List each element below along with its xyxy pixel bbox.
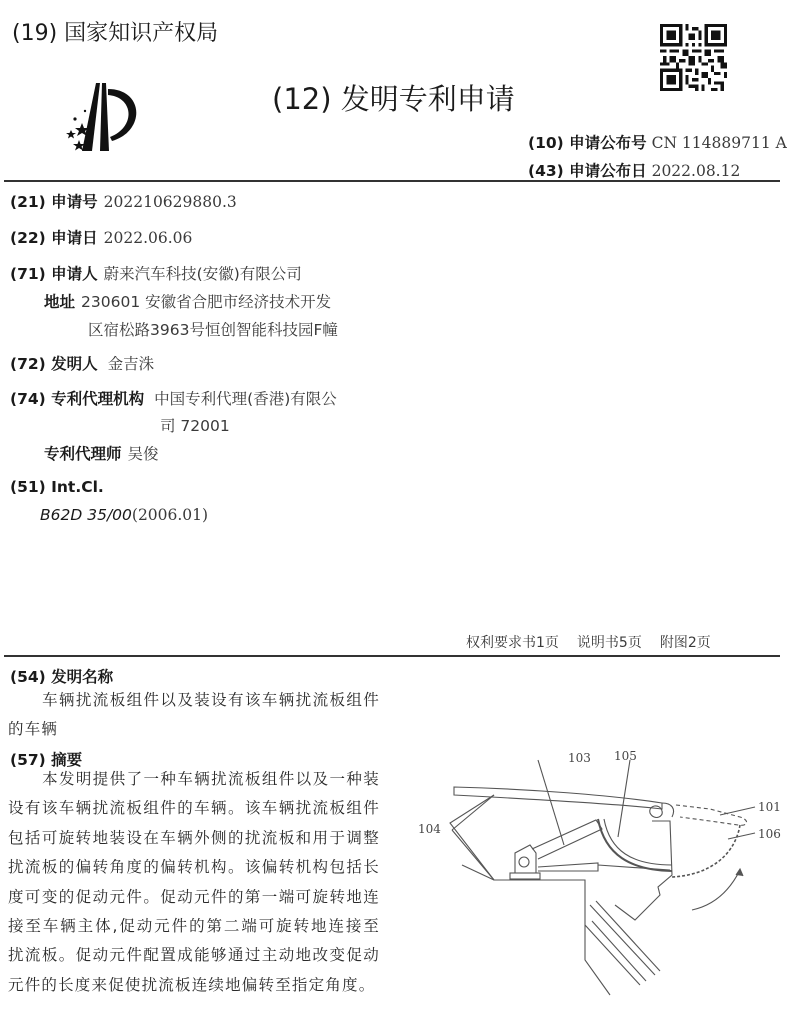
publication-number: CN 114889711 A: [651, 134, 787, 152]
inventor-row: [10, 352, 154, 374]
application-date: 2022.06.06: [103, 229, 193, 247]
drawings-pages: 附图2页: [659, 635, 711, 651]
abstract-text: 本发明提供了一种车辆扰流板组件以及一种装设有该车辆扰流板组件的车辆。该车辆扰流板组件包括可旋转地装设在车辆外侧的扰流板和用于调整扰流板的偏转角度的偏转机构。该偏转机构包括长度可变的促动元件。促动元件的第一端可旋转地连接至车辆主体,促动元件的第二端可旋转地连接至扰流板。促动元件配置成能够通过主动地改变促动元件的长度来促使扰流板连续地偏转至指定角度。: [8, 770, 380, 994]
int-cl-code-row: [40, 506, 208, 524]
application-date-label: (22) 申请日: [10, 229, 98, 247]
cnipa-logo-icon: [52, 75, 152, 155]
publication-number-row: [528, 131, 787, 153]
svg-text:101: 101: [758, 800, 781, 814]
svg-text:105: 105: [614, 749, 637, 763]
agency-line-2-row: [160, 414, 230, 436]
agent: 吴俊: [127, 445, 159, 463]
int-cl-label: (51) Int.Cl.: [10, 478, 104, 496]
agent-label: 专利代理师: [44, 445, 122, 463]
publication-date-label: (43) 申请公布日: [528, 162, 647, 180]
svg-text:106: 106: [758, 827, 781, 841]
address-line-2-row: [88, 318, 338, 340]
address-label: 地址: [44, 293, 76, 311]
patent-office-name: (19) 国家知识产权局: [12, 21, 219, 46]
applicant: 蔚来汽车科技(安徽)有限公司: [103, 265, 302, 283]
header-divider: [4, 180, 780, 182]
inventor: 金吉洙: [107, 355, 155, 373]
document-type-title: (12) 发明专利申请: [272, 82, 515, 116]
address-line-2: 区宿松路3963号恒创智能科技园F幢: [88, 321, 338, 339]
publication-date: 2022.08.12: [651, 162, 741, 180]
agency-row: [10, 387, 337, 409]
application-number: 202210629880.3: [103, 193, 237, 211]
agency-label: (74) 专利代理机构: [10, 390, 145, 408]
claims-pages: 权利要求书1页: [466, 635, 559, 651]
address-row: [44, 290, 331, 312]
application-number-row: [10, 190, 237, 212]
int-cl-version: (2006.01): [131, 506, 209, 524]
invention-title: 车辆扰流板组件以及装设有该车辆扰流板组件的车辆: [8, 691, 380, 739]
application-number-label: (21) 申请号: [10, 193, 98, 211]
svg-text:103: 103: [568, 751, 591, 765]
agent-row: [44, 442, 159, 464]
application-date-row: [10, 226, 192, 248]
agency-line-2: 司 72001: [160, 417, 230, 435]
publication-number-label: (10) 申请公布号: [528, 134, 647, 152]
address-line-1: 230601 安徽省合肥市经济技术开发: [81, 293, 332, 311]
page-counts: [466, 632, 711, 652]
int-cl-code: B62D 35/00: [40, 506, 132, 524]
spoiler-assembly-drawing: [410, 745, 790, 1015]
invention-title-label: (54) 发明名称: [10, 668, 114, 686]
qr-code-icon: [660, 24, 727, 91]
body-divider: [4, 655, 780, 657]
publication-date-row: [528, 159, 740, 181]
abstract-label: (57) 摘要: [10, 751, 83, 769]
svg-text:104: 104: [418, 822, 441, 836]
description-pages: 说明书5页: [576, 635, 642, 651]
int-cl-row: [10, 478, 104, 496]
applicant-row: [10, 262, 302, 284]
inventor-label: (72) 发明人: [10, 355, 98, 373]
agency-line-1: 中国专利代理(香港)有限公: [154, 390, 337, 408]
applicant-label: (71) 申请人: [10, 265, 98, 283]
